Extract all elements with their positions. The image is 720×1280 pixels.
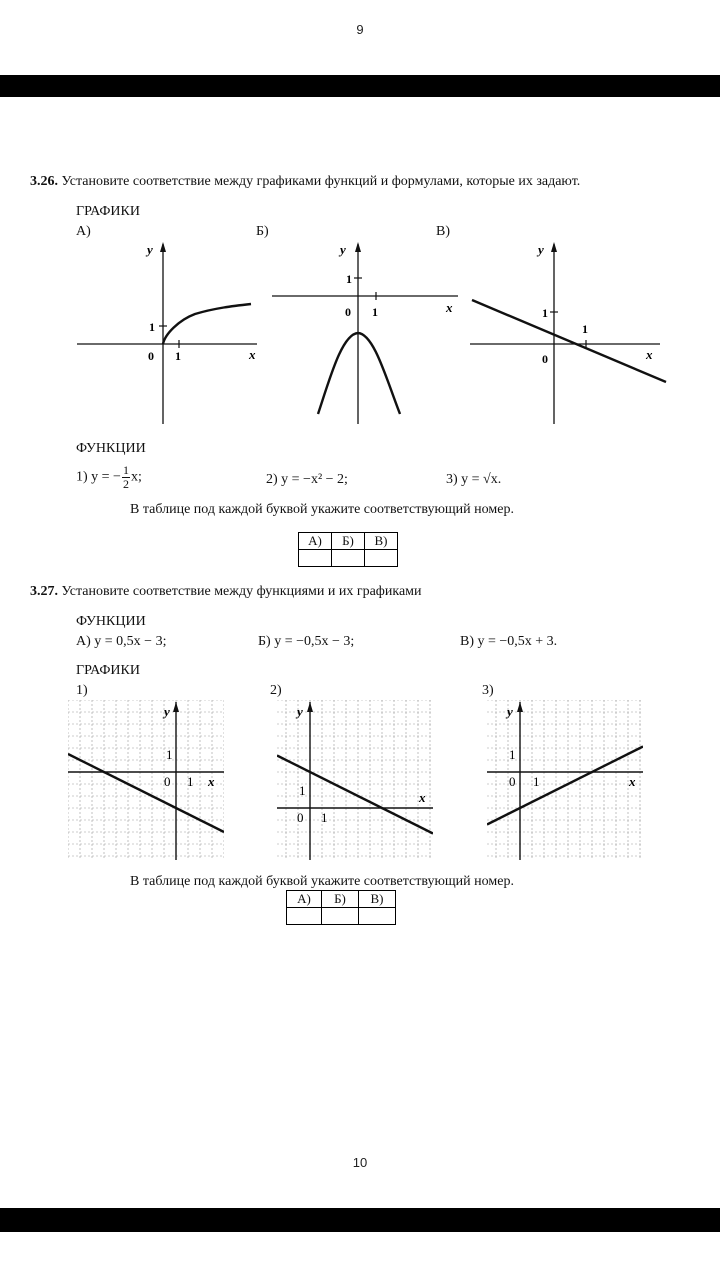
- x-label: x: [646, 347, 653, 362]
- x-label: x: [629, 774, 636, 789]
- task-3-26-statement: [30, 174, 580, 190]
- one-label-x: 1: [582, 322, 588, 336]
- y-label: y: [297, 704, 303, 719]
- y-label: y: [538, 242, 544, 257]
- one-label-y: 1: [299, 783, 306, 798]
- answer-table-3-26: [298, 532, 398, 567]
- grid: [277, 700, 433, 860]
- fraction-numerator: 1: [122, 463, 129, 477]
- instruction-3-26: В таблице под каждой буквой укажите соответствующий номер.: [130, 502, 514, 517]
- y-label: y: [147, 242, 153, 257]
- functions-heading: ФУНКЦИИ: [76, 441, 146, 456]
- y-label: y: [507, 704, 513, 719]
- graph-label-2: 2): [270, 683, 282, 698]
- grid: [68, 700, 224, 860]
- function-1-prefix: 1) y = −: [76, 469, 121, 485]
- graph-b-parabola: [270, 238, 465, 428]
- one-label-y: 1: [509, 747, 516, 762]
- graph-1: [68, 700, 224, 860]
- x-label: x: [208, 774, 215, 789]
- task-text: Установите соответствие между графиками функций и формулами, которые их задают.: [61, 174, 581, 189]
- page-number-top: 9: [356, 22, 364, 37]
- y-axis-arrow: [307, 702, 313, 712]
- task-text: Установите соответствие между функциями и их графиками: [61, 584, 422, 599]
- one-label-x: 1: [533, 774, 540, 789]
- function-3: 3) y = √x.: [446, 472, 502, 487]
- task-number: 3.26.: [30, 174, 58, 189]
- y-axis-arrow: [551, 242, 557, 252]
- zero-label: 0: [297, 810, 304, 825]
- page-divider-bottom: [0, 1208, 720, 1232]
- function-a: А) y = 0,5x − 3;: [76, 634, 167, 649]
- y-axis-arrow: [173, 702, 179, 712]
- one-label-x: 1: [321, 810, 328, 825]
- function-1-suffix: x;: [130, 469, 142, 485]
- answer-cell-v[interactable]: [365, 550, 398, 567]
- answer-cell-b[interactable]: [322, 908, 359, 925]
- one-label-y: 1: [542, 306, 548, 320]
- graph-label-a: А): [76, 224, 91, 239]
- fraction: [122, 464, 130, 491]
- x-label: x: [446, 300, 453, 315]
- function-b: Б) y = −0,5x − 3;: [258, 634, 355, 649]
- functions-heading-2: ФУНКЦИИ: [76, 614, 146, 629]
- one-label-x: 1: [372, 305, 378, 319]
- one-label-y: 1: [166, 747, 173, 762]
- answer-cell-v[interactable]: [359, 908, 396, 925]
- answer-header-b: Б): [332, 533, 365, 550]
- answer-cell-b[interactable]: [332, 550, 365, 567]
- answer-header-v: В): [365, 533, 398, 550]
- graph-label-b: Б): [256, 224, 269, 239]
- task-number: 3.27.: [30, 584, 58, 599]
- answer-header-b: Б): [322, 891, 359, 908]
- answer-header-v: В): [359, 891, 396, 908]
- answer-header-a: А): [287, 891, 322, 908]
- graphs-heading: ГРАФИКИ: [76, 204, 140, 219]
- y-axis-arrow: [160, 242, 166, 252]
- one-label-y: 1: [149, 320, 155, 334]
- function-v: В) y = −0,5x + 3.: [460, 634, 558, 649]
- zero-label: 0: [542, 352, 548, 366]
- y-label: y: [164, 704, 170, 719]
- page-number-bottom: 10: [352, 1155, 368, 1170]
- fraction-denominator: 2: [122, 477, 129, 491]
- graph-label-1: 1): [76, 683, 88, 698]
- instruction-3-27: В таблице под каждой буквой укажите соответствующий номер.: [130, 874, 514, 889]
- y-axis-arrow: [517, 702, 523, 712]
- x-label: x: [419, 790, 426, 805]
- function-line: [472, 300, 666, 382]
- zero-label: 0: [164, 774, 171, 789]
- zero-label: 0: [345, 305, 351, 319]
- answer-table-3-27: [286, 890, 396, 925]
- page-divider-top: [0, 75, 720, 97]
- graph-v-line: [468, 238, 668, 428]
- answer-cell-a[interactable]: [299, 550, 332, 567]
- task-3-27-statement: [30, 584, 422, 600]
- function-2: 2) y = −x² − 2;: [266, 472, 348, 487]
- graph-3: [487, 700, 643, 860]
- graph-label-3: 3): [482, 683, 494, 698]
- y-label: y: [340, 242, 346, 257]
- answer-cell-a[interactable]: [287, 908, 322, 925]
- y-axis-arrow: [355, 242, 361, 252]
- function-1: [76, 464, 142, 491]
- graph-2: [277, 700, 433, 860]
- zero-label: 0: [509, 774, 516, 789]
- answer-header-a: А): [299, 533, 332, 550]
- function-curve: [318, 333, 400, 414]
- function-curve: [163, 304, 251, 344]
- zero-label: 0: [148, 349, 154, 363]
- one-label-x: 1: [175, 349, 181, 363]
- graph-a-sqrt: [75, 238, 265, 428]
- one-label-x: 1: [187, 774, 194, 789]
- one-label-y: 1: [346, 272, 352, 286]
- graph-label-v: В): [436, 224, 450, 239]
- x-label: x: [249, 347, 256, 362]
- graphs-heading-2: ГРАФИКИ: [76, 663, 140, 678]
